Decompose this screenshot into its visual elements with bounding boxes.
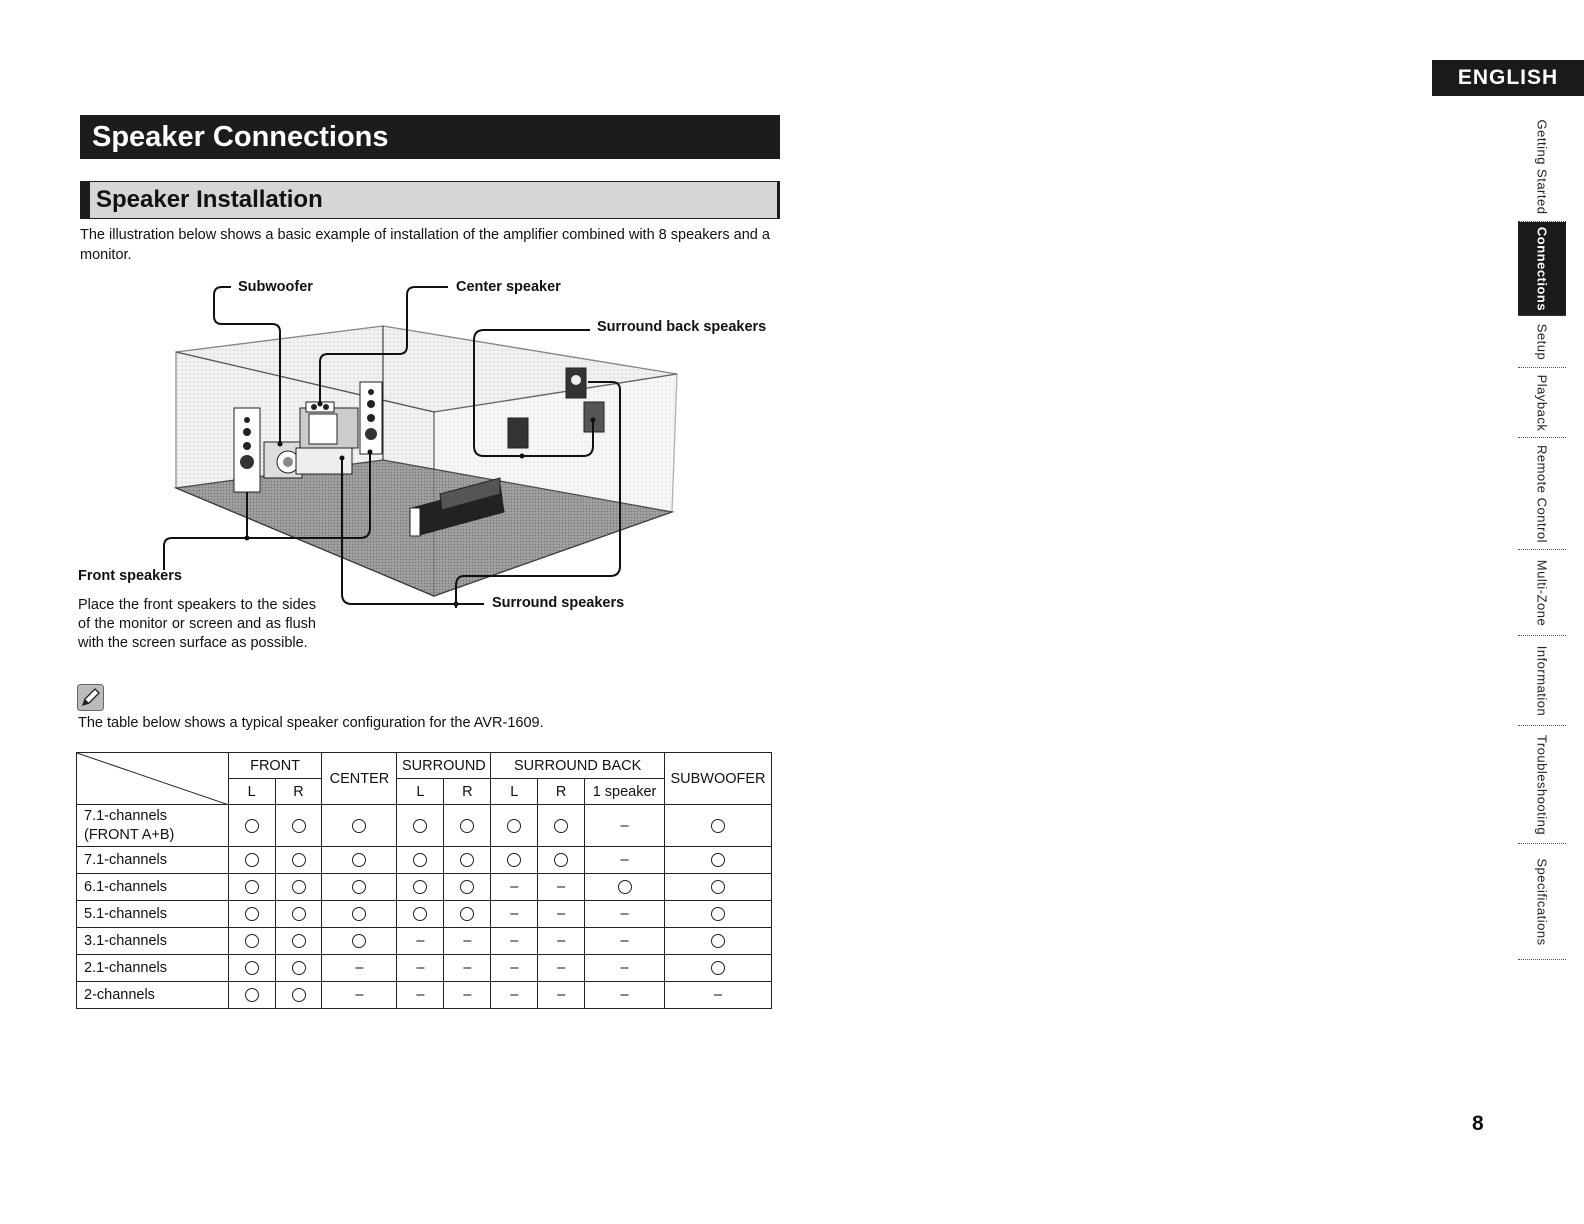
header-surround-back: SURROUND BACK <box>491 753 665 779</box>
circle-mark-icon <box>711 853 725 867</box>
surround-back-speaker-left <box>566 368 586 398</box>
side-tab-label: Information <box>1534 645 1550 716</box>
dash-mark: – <box>620 906 629 922</box>
table-cell <box>538 955 585 982</box>
corner-diagonal <box>77 753 229 805</box>
side-tab-getting-started[interactable] <box>1518 112 1566 222</box>
dash-mark: – <box>620 933 629 949</box>
dash-mark: – <box>620 987 629 1003</box>
header-subwoofer: SUBWOOFER <box>664 753 771 805</box>
table-cell <box>397 805 444 847</box>
side-tab-remote-control[interactable] <box>1518 438 1566 550</box>
dash-mark: – <box>416 960 425 976</box>
row-label: 6.1-channels <box>77 874 229 901</box>
header-sb-r: R <box>538 779 585 805</box>
corner-cell <box>77 753 229 805</box>
table-cell <box>664 955 771 982</box>
circle-mark-icon <box>245 880 259 894</box>
dash-mark: – <box>620 817 629 834</box>
side-tab-label: Specifications <box>1534 857 1550 946</box>
table-cell <box>538 847 585 874</box>
table-cell <box>585 805 665 847</box>
surround-speaker-left <box>508 418 528 448</box>
label-front-speakers: Front speakers <box>78 568 182 584</box>
table-cell <box>664 874 771 901</box>
table-cell <box>444 847 491 874</box>
circle-mark-icon <box>460 819 474 833</box>
side-tab-specifications[interactable] <box>1518 844 1566 960</box>
circle-mark-icon <box>245 907 259 921</box>
circle-mark-icon <box>413 853 427 867</box>
table-caption: The table below shows a typical speaker configuration for the AVR-1609. <box>78 715 544 731</box>
circle-mark-icon <box>292 934 306 948</box>
table-cell <box>275 982 322 1009</box>
label-center-speaker: Center speaker <box>456 279 561 295</box>
table-cell <box>228 847 275 874</box>
table-cell <box>491 928 538 955</box>
table-cell <box>538 901 585 928</box>
table-cell <box>322 982 397 1009</box>
table-cell <box>275 805 322 847</box>
language-tab: ENGLISH <box>1432 60 1584 96</box>
circle-mark-icon <box>507 853 521 867</box>
intro-text: The illustration below shows a basic example of installation of the amplifier combined with 8 speakers and a monitor. <box>80 227 770 263</box>
header-sb-one: 1 speaker <box>585 779 665 805</box>
side-tab-label: Remote Control <box>1534 444 1550 543</box>
circle-mark-icon <box>245 819 259 833</box>
header-surround: SURROUND <box>397 753 491 779</box>
row-label: 5.1-channels <box>77 901 229 928</box>
table-row <box>77 928 772 955</box>
table-cell <box>397 874 444 901</box>
circle-mark-icon <box>711 880 725 894</box>
pencil-note-icon <box>77 684 104 711</box>
row-label: 7.1-channels (FRONT A+B) <box>77 805 229 847</box>
dash-mark: – <box>557 879 566 895</box>
page-number: 8 <box>1472 1112 1484 1135</box>
table-cell <box>664 847 771 874</box>
circle-mark-icon <box>245 988 259 1002</box>
circle-mark-icon <box>554 819 568 833</box>
table-cell <box>397 847 444 874</box>
circle-mark-icon <box>245 961 259 975</box>
header-surround-l: L <box>397 779 444 805</box>
table-cell <box>585 901 665 928</box>
table-row <box>77 805 772 847</box>
dash-mark: – <box>463 960 472 976</box>
circle-mark-icon <box>245 934 259 948</box>
circle-mark-icon <box>460 907 474 921</box>
table-cell <box>491 805 538 847</box>
side-tab-connections[interactable] <box>1518 222 1566 316</box>
circle-mark-icon <box>292 961 306 975</box>
row-label: 7.1-channels <box>77 847 229 874</box>
circle-mark-icon <box>352 880 366 894</box>
table-cell <box>322 874 397 901</box>
table-cell <box>585 847 665 874</box>
table-cell <box>444 982 491 1009</box>
dash-mark: – <box>510 987 519 1003</box>
dash-mark: – <box>463 987 472 1003</box>
subsection-title: Speaker Installation <box>80 181 780 219</box>
side-tab-multi-zone[interactable] <box>1518 550 1566 636</box>
table-cell <box>228 874 275 901</box>
header-front-r: R <box>275 779 322 805</box>
section-title: Speaker Connections <box>80 115 780 159</box>
table-row <box>77 874 772 901</box>
table-cell <box>491 847 538 874</box>
circle-mark-icon <box>460 880 474 894</box>
dash-mark: – <box>620 852 629 868</box>
table-cell <box>444 874 491 901</box>
table-cell <box>585 955 665 982</box>
side-tab-label: Multi-Zone <box>1534 559 1550 626</box>
row-label: 3.1-channels <box>77 928 229 955</box>
table-row <box>77 901 772 928</box>
table-cell <box>585 982 665 1009</box>
speaker-config-table <box>76 752 772 1009</box>
dash-mark: – <box>510 879 519 895</box>
table-cell <box>538 874 585 901</box>
table-cell <box>444 928 491 955</box>
table-cell <box>397 928 444 955</box>
circle-mark-icon <box>711 961 725 975</box>
table-cell <box>397 955 444 982</box>
table-cell <box>322 955 397 982</box>
circle-mark-icon <box>507 819 521 833</box>
circle-mark-icon <box>711 907 725 921</box>
table-cell <box>322 901 397 928</box>
dash-mark: – <box>463 933 472 949</box>
table-cell <box>322 847 397 874</box>
header-sb-l: L <box>491 779 538 805</box>
front-speakers-note: Place the front speakers to the sides of the monitor or screen and as flush with the screen surface as possible. <box>78 597 316 651</box>
side-tab-label: Playback <box>1534 374 1550 431</box>
table-cell <box>491 982 538 1009</box>
circle-mark-icon <box>292 819 306 833</box>
dash-mark: – <box>416 933 425 949</box>
table-cell <box>275 928 322 955</box>
header-surround-r: R <box>444 779 491 805</box>
circle-mark-icon <box>413 819 427 833</box>
circle-mark-icon <box>352 853 366 867</box>
dash-mark: – <box>557 933 566 949</box>
table-row <box>77 847 772 874</box>
front-right-speaker <box>360 382 382 454</box>
side-tab-information[interactable] <box>1518 636 1566 726</box>
table-cell <box>322 928 397 955</box>
circle-mark-icon <box>618 880 632 894</box>
table-cell <box>664 805 771 847</box>
dash-mark: – <box>510 960 519 976</box>
table-cell <box>491 955 538 982</box>
table-row <box>77 955 772 982</box>
circle-mark-icon <box>292 880 306 894</box>
side-tab-label: Getting Started <box>1534 119 1550 214</box>
row-label: 2-channels <box>77 982 229 1009</box>
circle-mark-icon <box>352 819 366 833</box>
circle-mark-icon <box>460 853 474 867</box>
circle-mark-icon <box>292 907 306 921</box>
circle-mark-icon <box>292 988 306 1002</box>
header-front: FRONT <box>228 753 322 779</box>
table-cell <box>538 928 585 955</box>
circle-mark-icon <box>711 934 725 948</box>
table-cell <box>444 955 491 982</box>
label-subwoofer: Subwoofer <box>238 279 313 295</box>
label-surround-speakers: Surround speakers <box>492 595 625 611</box>
header-front-l: L <box>228 779 275 805</box>
side-tab-troubleshooting[interactable] <box>1518 726 1566 844</box>
dash-mark: – <box>355 987 364 1003</box>
table-cell <box>664 928 771 955</box>
dash-mark: – <box>416 987 425 1003</box>
table-cell <box>228 901 275 928</box>
dash-mark: – <box>557 987 566 1003</box>
table-cell <box>275 901 322 928</box>
circle-mark-icon <box>554 853 568 867</box>
table-cell <box>664 982 771 1009</box>
table-cell <box>397 982 444 1009</box>
table-cell <box>228 928 275 955</box>
dash-mark: – <box>510 906 519 922</box>
side-tab-label: Connections <box>1534 226 1550 311</box>
circle-mark-icon <box>352 934 366 948</box>
label-surround-back-speakers: Surround back speakers <box>597 319 767 335</box>
side-tab-setup[interactable] <box>1518 316 1566 368</box>
dash-mark: – <box>620 960 629 976</box>
circle-mark-icon <box>292 853 306 867</box>
side-tab-label: Troubleshooting <box>1534 734 1550 835</box>
side-tab-playback[interactable] <box>1518 368 1566 438</box>
header-center: CENTER <box>322 753 397 805</box>
dash-mark: – <box>713 987 723 1003</box>
dash-mark: – <box>510 933 519 949</box>
table-cell <box>275 847 322 874</box>
table-cell <box>275 955 322 982</box>
table-cell <box>444 805 491 847</box>
row-label: 2.1-channels <box>77 955 229 982</box>
table-cell <box>491 874 538 901</box>
dash-mark: – <box>557 960 566 976</box>
table-cell <box>322 805 397 847</box>
circle-mark-icon <box>352 907 366 921</box>
dash-mark: – <box>557 906 566 922</box>
table-cell <box>585 874 665 901</box>
table-cell <box>538 805 585 847</box>
table-cell <box>444 901 491 928</box>
table-cell <box>397 901 444 928</box>
side-tab-label: Setup <box>1534 323 1550 360</box>
table-cell <box>228 805 275 847</box>
circle-mark-icon <box>245 853 259 867</box>
table-cell <box>228 955 275 982</box>
table-cell <box>538 982 585 1009</box>
table-row <box>77 982 772 1009</box>
circle-mark-icon <box>413 907 427 921</box>
table-cell <box>228 982 275 1009</box>
table-cell <box>491 901 538 928</box>
dash-mark: – <box>355 960 364 976</box>
front-left-speaker <box>234 408 260 492</box>
table-cell <box>664 901 771 928</box>
tv-and-center <box>296 402 358 474</box>
side-navigation <box>1518 112 1566 960</box>
table-cell <box>585 928 665 955</box>
table-cell <box>275 874 322 901</box>
circle-mark-icon <box>413 880 427 894</box>
circle-mark-icon <box>711 819 725 833</box>
